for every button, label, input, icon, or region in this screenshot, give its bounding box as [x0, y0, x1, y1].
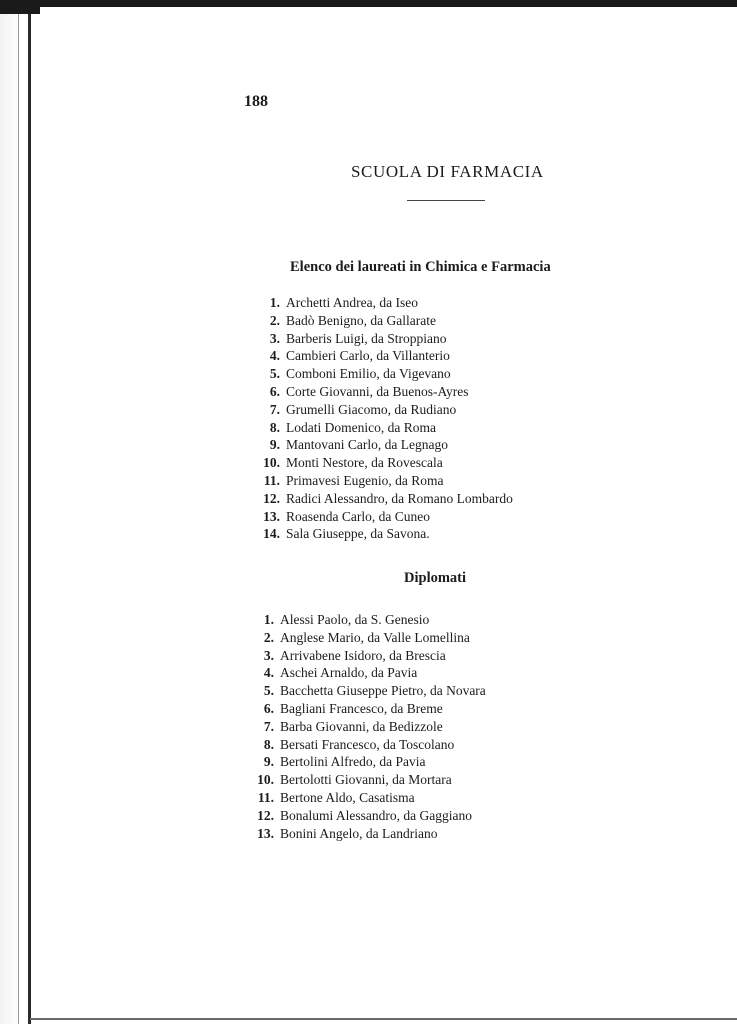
- item-number: 2.: [269, 312, 280, 328]
- diplomas-list: [244, 612, 486, 843]
- list-item: [250, 509, 513, 527]
- item-text: Comboni Emilio, da Vigevano: [286, 366, 451, 382]
- bottom-scan-border: [30, 1018, 737, 1020]
- top-scan-border: [0, 0, 737, 7]
- item-number: 12.: [263, 490, 280, 506]
- page-number: 188: [244, 93, 268, 110]
- list-item: [250, 526, 513, 544]
- item-number: 8.: [263, 736, 274, 752]
- list-item: [244, 612, 486, 630]
- list-item: [244, 630, 486, 648]
- item-number: 4.: [263, 665, 274, 681]
- item-number: 1.: [269, 295, 280, 310]
- list-item: [244, 665, 486, 683]
- list-item: [250, 473, 513, 491]
- item-text: Sala Giuseppe, da Savona.: [286, 526, 430, 542]
- item-number: 6.: [263, 700, 274, 716]
- item-text: Cambieri Carlo, da Villanterio: [286, 348, 450, 364]
- list-item: [244, 737, 486, 755]
- item-text: Monti Nestore, da Rovescala: [286, 455, 443, 471]
- list-item: [250, 491, 513, 509]
- list-item: [244, 808, 486, 826]
- item-number: 8.: [269, 419, 280, 435]
- item-text: Alessi Paolo, da S. Genesio: [280, 612, 430, 627]
- list-item: [244, 701, 486, 719]
- item-number: 13.: [263, 508, 280, 524]
- item-number: 9.: [269, 437, 280, 453]
- top-left-scan-corner: [0, 0, 40, 14]
- item-number: 3.: [263, 647, 274, 663]
- item-number: 9.: [263, 754, 274, 770]
- item-text: Bertolotti Giovanni, da Mortara: [280, 772, 452, 788]
- item-text: Archetti Andrea, da Iseo: [286, 295, 418, 310]
- list-item: [244, 790, 486, 808]
- item-text: Bonalumi Alessandro, da Gaggiano: [280, 807, 472, 823]
- item-text: Bonini Angelo, da Landriano: [280, 825, 438, 841]
- list-item: [244, 772, 486, 790]
- list-item: [250, 348, 513, 366]
- item-text: Bacchetta Giuseppe Pietro, da Novara: [280, 683, 486, 699]
- item-number: 10.: [263, 455, 280, 471]
- item-number: 10.: [257, 772, 274, 788]
- item-number: 1.: [263, 612, 274, 627]
- item-text: Aschei Arnaldo, da Pavia: [280, 665, 418, 681]
- section-title: SCUOLA DI FARMACIA: [351, 162, 544, 181]
- item-text: Roasenda Carlo, da Cuneo: [286, 508, 430, 524]
- item-number: 11.: [263, 472, 280, 488]
- item-number: 6.: [269, 383, 280, 399]
- list-item: [250, 331, 513, 349]
- item-text: Barba Giovanni, da Bedizzole: [280, 718, 443, 734]
- item-number: 7.: [269, 401, 280, 417]
- item-text: Mantovani Carlo, da Legnago: [286, 437, 448, 453]
- list-item: [250, 455, 513, 473]
- list-item: [250, 420, 513, 438]
- item-number: 11.: [257, 789, 274, 805]
- graduates-heading: Elenco dei laureati in Chimica e Farmacia: [290, 259, 551, 275]
- list-item: [250, 366, 513, 384]
- item-number: 3.: [269, 330, 280, 346]
- graduates-list: [250, 295, 513, 544]
- item-text: Badò Benigno, da Gallarate: [286, 312, 436, 328]
- item-number: 14.: [263, 526, 280, 542]
- item-number: 13.: [257, 825, 274, 841]
- list-item: [244, 648, 486, 666]
- list-item: [250, 295, 513, 313]
- binding-edge-line: [18, 0, 19, 1024]
- item-number: 5.: [269, 366, 280, 382]
- item-text: Primavesi Eugenio, da Roma: [286, 472, 444, 488]
- list-item: [250, 384, 513, 402]
- item-number: 12.: [257, 807, 274, 823]
- list-item: [244, 719, 486, 737]
- item-text: Bersati Francesco, da Toscolano: [280, 736, 455, 752]
- item-text: Grumelli Giacomo, da Rudiano: [286, 401, 457, 417]
- item-number: 5.: [263, 683, 274, 699]
- list-item: [244, 683, 486, 701]
- item-text: Lodati Domenico, da Roma: [286, 419, 436, 435]
- list-item: [244, 754, 486, 772]
- item-text: Corte Giovanni, da Buenos-Ayres: [286, 383, 469, 399]
- item-text: Bagliani Francesco, da Breme: [280, 700, 443, 716]
- item-number: 2.: [263, 629, 274, 645]
- item-number: 4.: [269, 348, 280, 364]
- item-text: Arrivabene Isidoro, da Brescia: [280, 647, 446, 663]
- list-item: [250, 313, 513, 331]
- list-item: [244, 826, 486, 844]
- item-text: Radici Alessandro, da Romano Lombardo: [286, 490, 513, 506]
- item-text: Barberis Luigi, da Stroppiano: [286, 330, 447, 346]
- item-text: Anglese Mario, da Valle Lomellina: [280, 629, 470, 645]
- title-divider: [407, 200, 485, 201]
- item-text: Bertone Aldo, Casatisma: [280, 789, 415, 805]
- list-item: [250, 402, 513, 420]
- item-text: Bertolini Alfredo, da Pavia: [280, 754, 426, 770]
- binding-gutter-line: [28, 0, 31, 1024]
- item-number: 7.: [263, 718, 274, 734]
- diplomas-heading: Diplomati: [404, 570, 467, 586]
- list-item: [250, 437, 513, 455]
